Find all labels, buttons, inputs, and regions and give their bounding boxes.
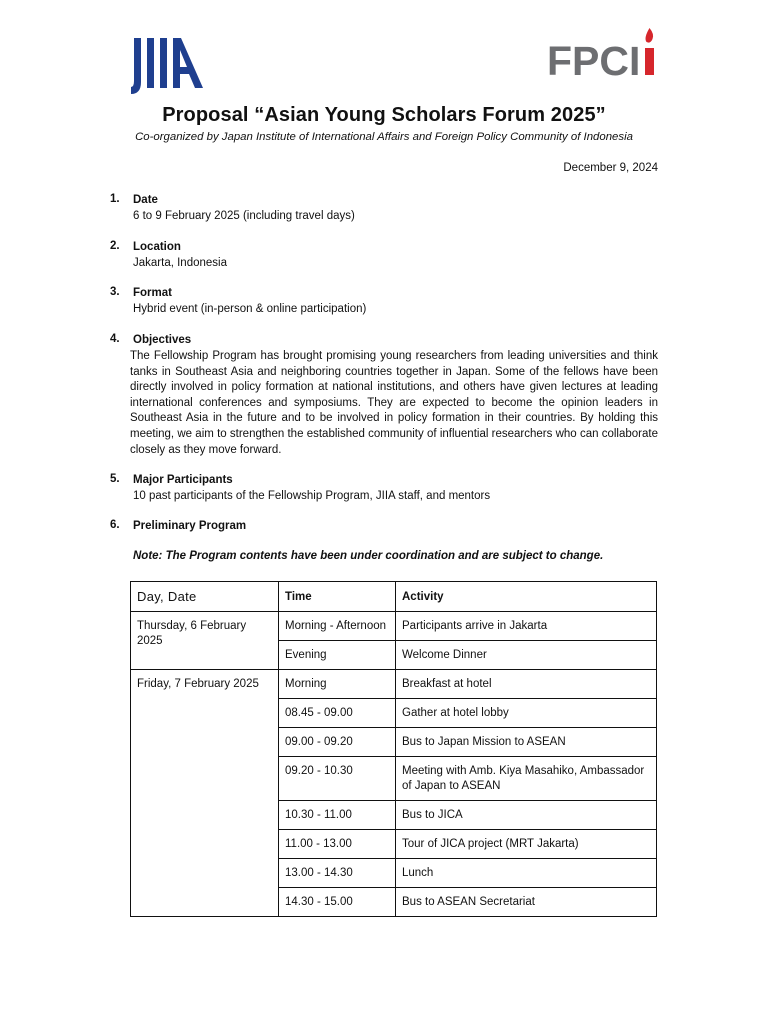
table-row	[131, 670, 657, 699]
section-heading: Major Participants	[133, 474, 233, 486]
program-table	[130, 581, 657, 917]
time-cell: 11.00 - 13.00	[279, 830, 396, 859]
section-body: Hybrid event (in-person & online participation)	[133, 303, 367, 315]
time-cell: Morning - Afternoon	[279, 612, 396, 641]
section-heading: Date	[133, 194, 158, 206]
section-heading: Location	[133, 241, 181, 253]
time-cell: 08.45 - 09.00	[279, 699, 396, 728]
section-heading: Format	[133, 287, 172, 299]
section-program	[110, 519, 658, 534]
activity-cell: Breakfast at hotel	[396, 670, 657, 699]
section-number: 3.	[110, 286, 120, 298]
column-header-time: Time	[279, 582, 396, 612]
fpci-logo	[547, 26, 657, 80]
section-body: 10 past participants of the Fellowship Program, JIIA staff, and mentors	[133, 490, 491, 502]
table-header-row	[131, 582, 657, 612]
time-cell: 14.30 - 15.00	[279, 888, 396, 917]
section-objectives	[110, 333, 658, 458]
section-body: The Fellowship Program has brought promising young researchers from leading universities and think tanks in Southeast Asia and neighboring countries together in Japan. Some of the fellows have been directly involved in policy formation at national institutions, and others have given lectures at leading international conferences and symposiums. They are expected to become the opinion leaders in Southeast Asia in the future and to be involved in policy formation in their countries. By holding this meeting, we aim to strengthen the established community of influential researchers who can collaborate closely as they move forward.	[130, 350, 658, 456]
day-cell: Thursday, 6 February 2025	[131, 612, 279, 670]
column-header-activity: Activity	[396, 582, 657, 612]
time-cell: 10.30 - 11.00	[279, 801, 396, 830]
activity-cell: Meeting with Amb. Kiya Masahiko, Ambassador of Japan to ASEAN	[396, 757, 657, 801]
document-date: December 9, 2024	[563, 162, 658, 174]
activity-cell: Participants arrive in Jakarta	[396, 612, 657, 641]
section-number: 4.	[110, 333, 120, 345]
section-format	[110, 286, 658, 318]
section-heading: Objectives	[133, 334, 192, 346]
section-participants	[110, 473, 658, 505]
activity-cell: Welcome Dinner	[396, 641, 657, 670]
jiia-logo	[131, 38, 205, 94]
section-number: 2.	[110, 240, 120, 252]
activity-cell: Tour of JICA project (MRT Jakarta)	[396, 830, 657, 859]
activity-cell: Bus to ASEAN Secretariat	[396, 888, 657, 917]
section-date	[110, 193, 658, 225]
time-cell: 13.00 - 14.30	[279, 859, 396, 888]
section-heading: Preliminary Program	[133, 520, 247, 532]
section-number: 5.	[110, 473, 120, 485]
time-cell: 09.00 - 09.20	[279, 728, 396, 757]
section-number: 1.	[110, 193, 120, 205]
time-cell: 09.20 - 10.30	[279, 757, 396, 801]
time-cell: Evening	[279, 641, 396, 670]
activity-cell: Lunch	[396, 859, 657, 888]
activity-cell: Gather at hotel lobby	[396, 699, 657, 728]
page-title: Proposal “Asian Young Scholars Forum 2025”	[162, 104, 606, 126]
program-note: Note: The Program contents have been under coordination and are subject to change.	[133, 550, 604, 562]
table-row	[131, 612, 657, 641]
activity-cell: Bus to Japan Mission to ASEAN	[396, 728, 657, 757]
time-cell: Morning	[279, 670, 396, 699]
page-subtitle: Co-organized by Japan Institute of International Affairs and Foreign Policy Community of Indonesia	[135, 131, 633, 143]
activity-cell: Bus to JICA	[396, 801, 657, 830]
fpci-logo-text: FPCI	[547, 38, 641, 80]
section-body: Jakarta, Indonesia	[133, 257, 227, 269]
day-cell: Friday, 7 February 2025	[131, 670, 279, 917]
section-body: 6 to 9 February 2025 (including travel days)	[133, 210, 355, 222]
section-location	[110, 240, 658, 272]
section-number: 6.	[110, 519, 120, 531]
column-header-day: Day, Date	[131, 582, 279, 612]
